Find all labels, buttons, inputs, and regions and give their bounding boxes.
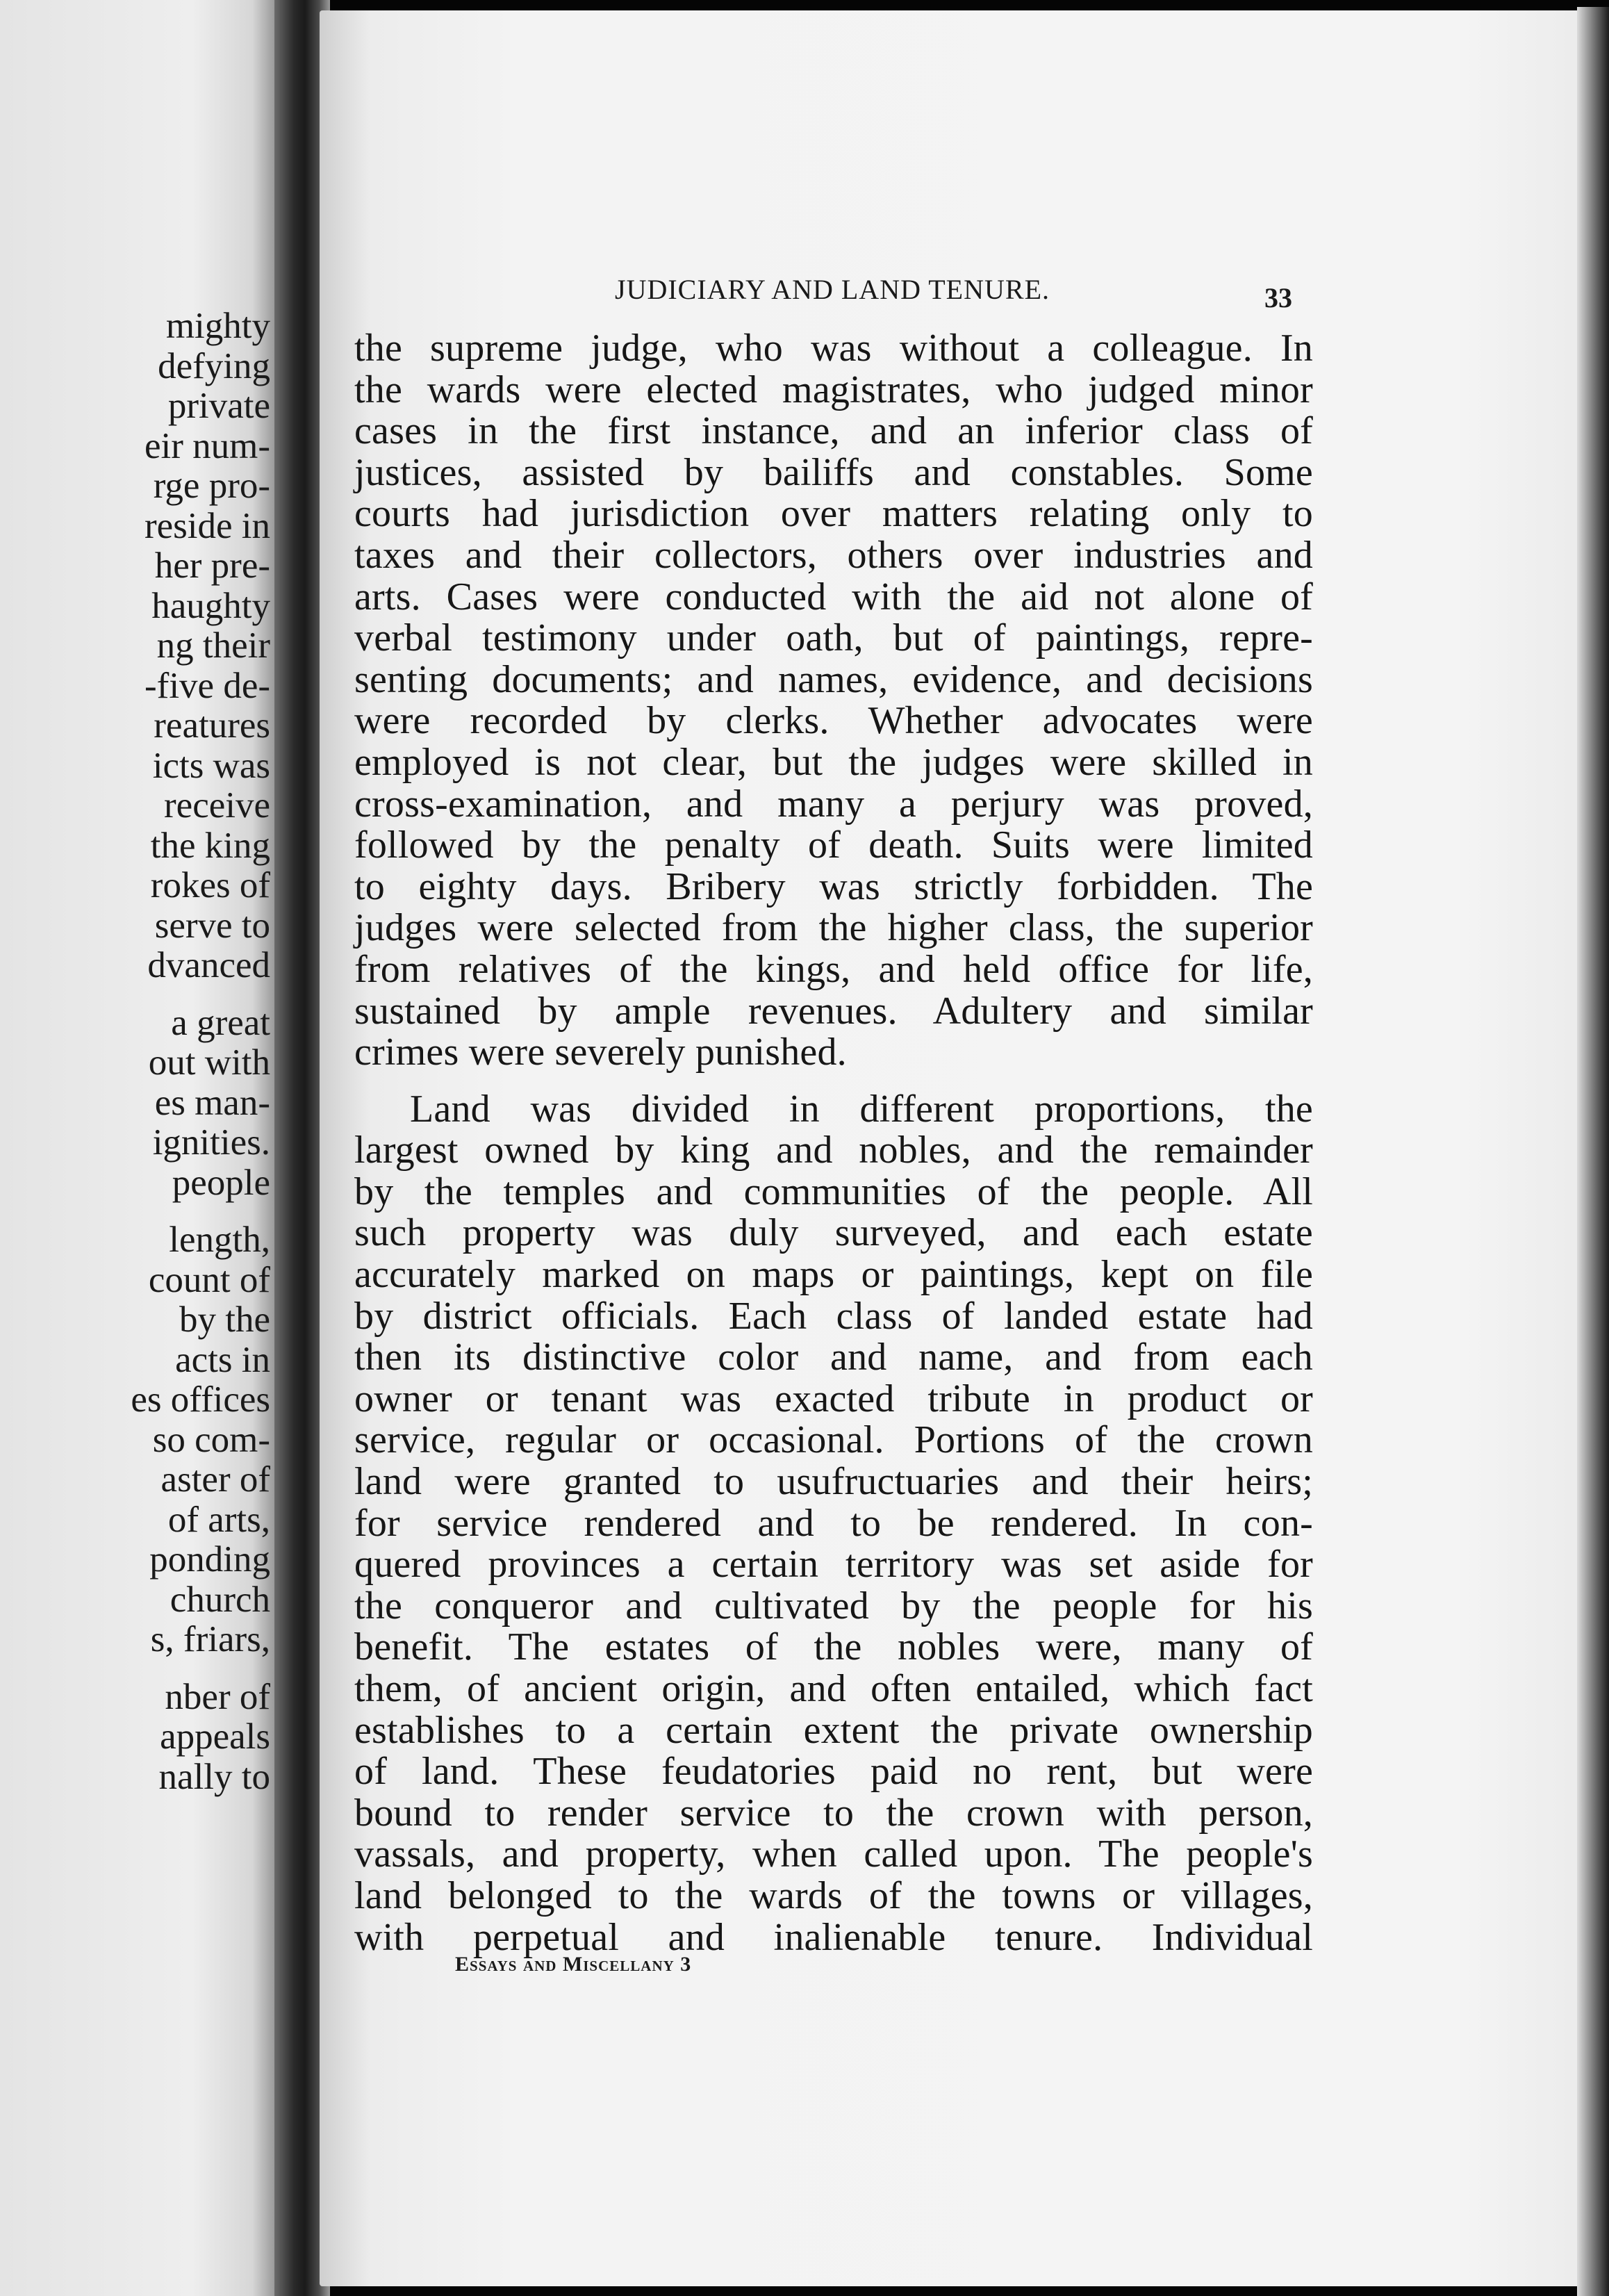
left-page-fragment: haughty xyxy=(151,585,270,626)
text-line: then its distinctive color and name, and from each xyxy=(354,1336,1313,1379)
left-page-fragment: es man- xyxy=(154,1082,270,1123)
text-line: were recorded by clerks. Whether advocates were xyxy=(354,699,1313,743)
text-line: such property was duly surveyed, and each estate xyxy=(354,1211,1313,1255)
left-page-fragment: appeals xyxy=(160,1716,270,1757)
text-line: judges were selected from the higher class, the superior xyxy=(354,906,1313,950)
text-line: for service rendered and to be rendered. In con- xyxy=(354,1501,1313,1545)
text-line: verbal testimony under oath, but of paintings, repre- xyxy=(354,616,1313,660)
text-line: them, of ancient origin, and often entailed, which fact xyxy=(354,1667,1313,1710)
text-line: accurately marked on maps or paintings, kept on file xyxy=(354,1253,1313,1297)
paragraph-gap xyxy=(354,1074,1313,1089)
left-page-fragment: mighty xyxy=(165,306,270,346)
text-line: bound to render service to the crown with person, xyxy=(354,1791,1313,1835)
text-line: benefit. The estates of the nobles were, many of xyxy=(354,1625,1313,1669)
text-line: employed is not clear, but the judges were skilled in xyxy=(354,740,1313,784)
left-page-fragment: -five de- xyxy=(145,665,270,706)
text-line: by district officials. Each class of landed estate had xyxy=(354,1294,1313,1338)
text-line: vassals, and property, when called upon. The people's xyxy=(354,1832,1313,1876)
left-page-fragment: length, xyxy=(169,1220,270,1260)
left-page-fragment: rokes of xyxy=(150,865,270,905)
text-line: the conqueror and cultivated by the people for his xyxy=(354,1584,1313,1627)
left-page-fragment: es offices xyxy=(131,1379,270,1420)
left-page-fragment: icts was xyxy=(152,745,270,786)
left-page-fragment: ignities. xyxy=(152,1122,270,1163)
left-page-fragment: church xyxy=(170,1579,270,1620)
text-line: by the temples and communities of the people. All xyxy=(354,1170,1313,1213)
text-line: service, regular or occasional. Portions of the crown xyxy=(354,1418,1313,1462)
text-line: crimes were severely punished. xyxy=(354,1031,847,1074)
text-line: of land. These feudatories paid no rent, but were xyxy=(354,1750,1313,1794)
left-page-fragment: so com- xyxy=(152,1419,270,1460)
left-page-fragment: people xyxy=(172,1162,270,1203)
left-page-fragment: nber of xyxy=(165,1676,270,1717)
left-page-fragment: eir num- xyxy=(144,425,270,466)
left-page-fragment: count of xyxy=(148,1259,270,1300)
text-line: justices, assisted by bailiffs and constables. Some xyxy=(354,450,1313,494)
left-page-fragment: s, friars, xyxy=(150,1619,270,1659)
left-page-fragment: by the xyxy=(179,1299,270,1340)
text-line: owner or tenant was exacted tribute in product or xyxy=(354,1377,1313,1420)
left-page-fragment: defying xyxy=(158,345,270,386)
running-head: JUDICIARY AND LAND TENURE. xyxy=(615,274,1050,305)
body-text xyxy=(354,328,1313,1958)
page-edge-shadow xyxy=(1577,7,1609,2296)
left-page-fragment: of arts, xyxy=(167,1499,270,1540)
text-line: largest owned by king and nobles, and the remainder xyxy=(354,1129,1313,1172)
left-page-fragment: out with xyxy=(148,1042,270,1083)
text-line: from relatives of the kings, and held office for life, xyxy=(354,947,1313,991)
text-line: taxes and their collectors, others over industries and xyxy=(354,533,1313,577)
text-line: courts had jurisdiction over matters relating only to xyxy=(354,492,1313,536)
left-page-fragment: ng their xyxy=(156,625,270,666)
left-page-fragment: private xyxy=(167,386,270,426)
facing-page-left xyxy=(0,0,274,2296)
text-line: Land was divided in different proportions, the xyxy=(410,1087,1313,1131)
left-page-fragment: receive xyxy=(164,785,270,826)
text-line: sustained by ample revenues. Adultery and similar xyxy=(354,989,1313,1033)
text-line: cross-examination, and many a perjury was proved, xyxy=(354,782,1313,826)
text-line: establishes to a certain extent the private ownership xyxy=(354,1708,1313,1752)
left-page-fragment: acts in xyxy=(175,1339,270,1380)
page-number: 33 xyxy=(1264,282,1292,313)
signature-mark: Essays and Miscellany 3 xyxy=(455,1953,692,1976)
text-line: with perpetual and inalienable tenure. Individual xyxy=(354,1915,1313,1959)
left-page-fragment: a great xyxy=(171,1002,270,1043)
text-line: the wards were elected magistrates, who judged minor xyxy=(354,368,1313,411)
left-page-fragment: ponding xyxy=(149,1539,270,1580)
left-page-fragment: serve to xyxy=(154,905,270,946)
left-page-fragment: the king xyxy=(150,825,270,866)
text-line: to eighty days. Bribery was strictly forbidden. The xyxy=(354,864,1313,908)
text-line: quered provinces a certain territory was set aside for xyxy=(354,1543,1313,1586)
left-page-fragment: dvanced xyxy=(147,945,270,985)
left-page-fragment: nally to xyxy=(158,1756,270,1797)
text-line: arts. Cases were conducted with the aid not alone of xyxy=(354,575,1313,618)
left-page-fragment: reatures xyxy=(154,705,270,746)
text-line: land belonged to the wards of the towns or villages, xyxy=(354,1873,1313,1917)
left-page-fragment: aster of xyxy=(160,1459,270,1500)
text-line: followed by the penalty of death. Suits were limited xyxy=(354,823,1313,867)
text-line: senting documents; and names, evidence, and decisions xyxy=(354,657,1313,701)
left-page-fragment: rge pro- xyxy=(153,466,270,506)
text-line: land were granted to usufructuaries and their heirs; xyxy=(354,1460,1313,1504)
left-page-fragment: her pre- xyxy=(154,546,270,586)
text-line: the supreme judge, who was without a colleague. In xyxy=(354,327,1313,370)
text-line: cases in the first instance, and an inferior class of xyxy=(354,409,1313,453)
left-page-fragment: reside in xyxy=(144,505,270,546)
